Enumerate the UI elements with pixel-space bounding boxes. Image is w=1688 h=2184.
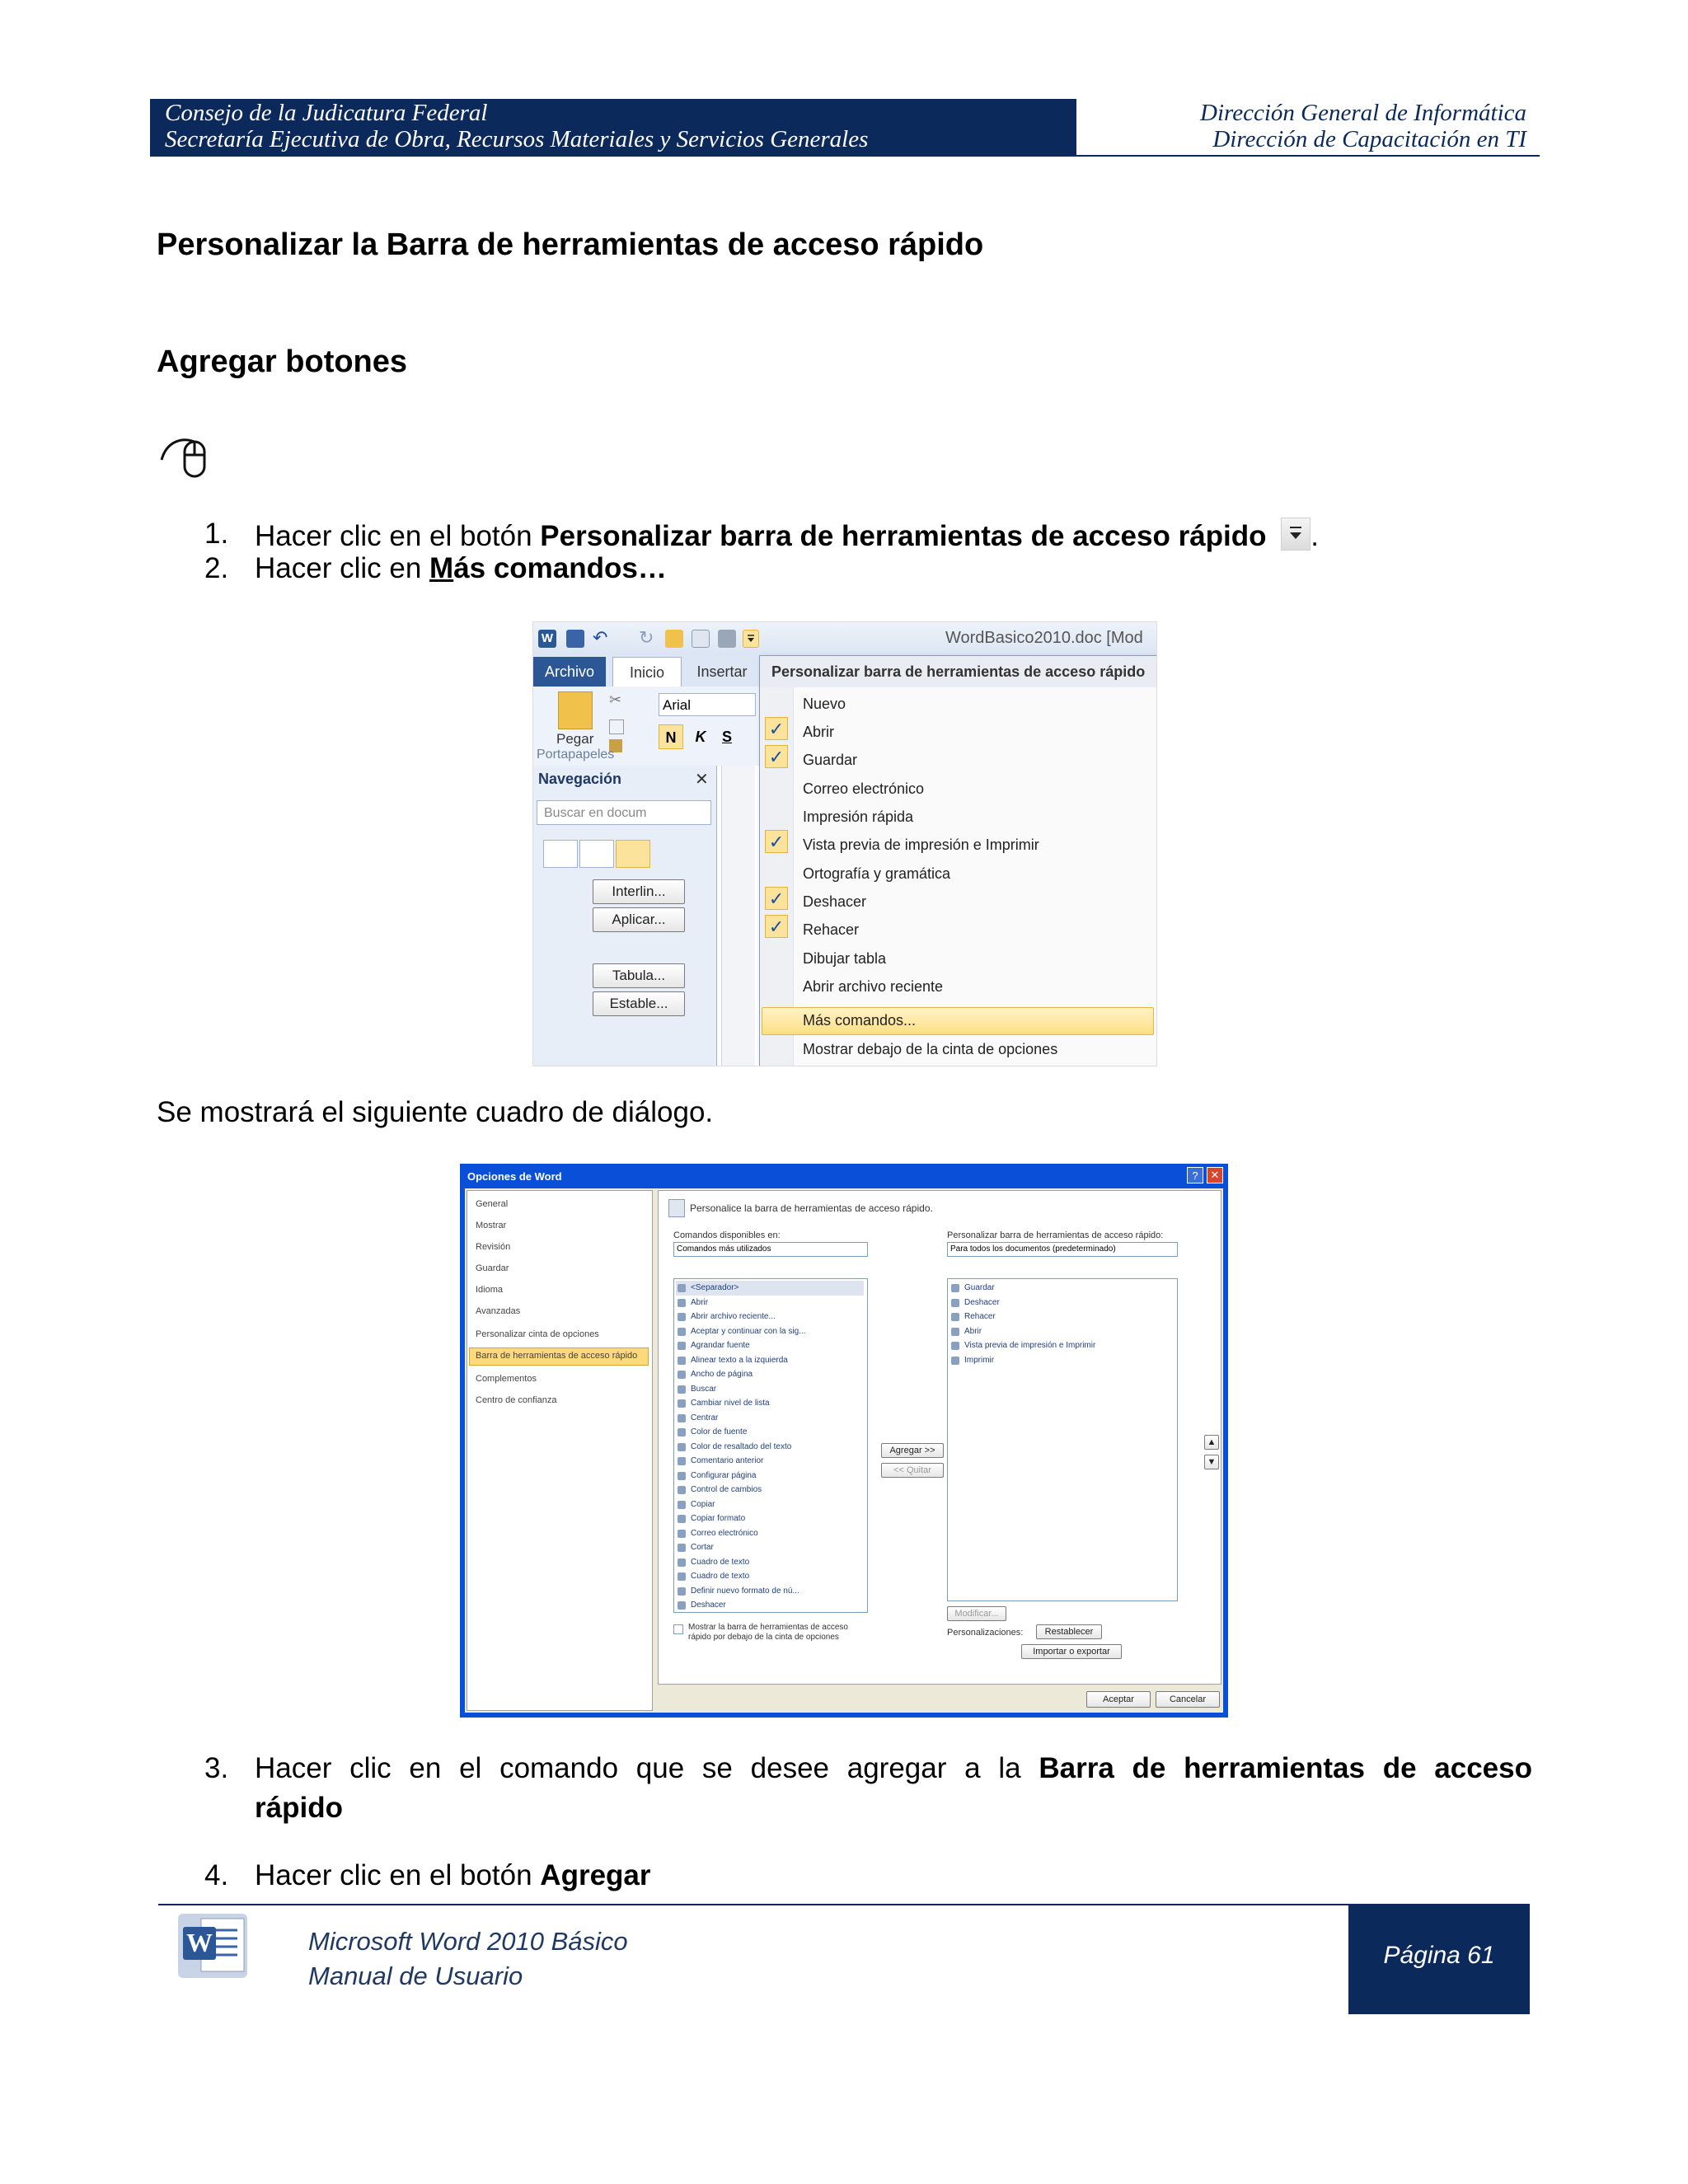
page-number: Página 61 xyxy=(1383,1942,1495,1969)
commands-label: Comandos disponibles en: xyxy=(673,1230,781,1240)
qat-settings-icon xyxy=(668,1199,685,1217)
copy-icon[interactable] xyxy=(609,719,624,734)
menu-item-rehacer[interactable]: Rehacer xyxy=(803,921,860,938)
dialog-caption: Se mostrará el siguiente cuadro de diálogo. xyxy=(157,1096,714,1128)
command-list-item[interactable] xyxy=(676,1296,708,1310)
step-4-number: 4. xyxy=(204,1859,229,1891)
command-icon xyxy=(678,1342,686,1350)
menu-item-dibujar-tabla[interactable]: Dibujar tabla xyxy=(803,950,887,967)
help-icon[interactable]: ? xyxy=(1187,1167,1203,1183)
command-icon xyxy=(951,1342,959,1350)
cancel-button[interactable]: Cancelar xyxy=(1156,1691,1220,1708)
sidebar-item-barra-acceso-rapido[interactable]: Barra de herramientas de acceso rápido xyxy=(476,1351,638,1361)
step-3-bold: Barra de herramientas de acceso xyxy=(1039,1752,1532,1784)
command-icon xyxy=(678,1515,686,1523)
word-app-icon: W xyxy=(538,630,556,648)
header-department: Dirección de Capacitación en TI xyxy=(1212,126,1526,152)
command-list-item[interactable] xyxy=(676,1324,806,1339)
underline-button[interactable]: S xyxy=(721,729,732,745)
check-icon: ✓ xyxy=(765,717,788,740)
menu-item-impresion-rapida[interactable]: Impresión rápida xyxy=(803,808,914,825)
command-list-item[interactable] xyxy=(676,1469,757,1483)
command-icon xyxy=(678,1371,686,1379)
command-icon xyxy=(678,1385,686,1394)
command-list-item[interactable] xyxy=(676,1310,776,1324)
footer-rule xyxy=(158,1904,1530,1905)
step-1-text xyxy=(255,518,1319,553)
command-list-label: Color de fuente xyxy=(691,1427,748,1436)
command-icon xyxy=(678,1414,686,1422)
style-button-aplicar[interactable]: Aplicar... xyxy=(593,907,685,932)
move-down-button[interactable]: ▼ xyxy=(1204,1455,1219,1469)
menu-item-vista-previa[interactable]: Vista previa de impresión e Imprimir xyxy=(803,837,1039,853)
tab-insertar[interactable]: Insertar xyxy=(696,663,748,680)
undo-icon[interactable]: ↶ xyxy=(593,627,608,648)
paste-icon[interactable] xyxy=(558,691,593,729)
command-list-label: Cambiar nivel de lista xyxy=(691,1399,770,1408)
step-2-number: 2. xyxy=(204,552,229,584)
current-command-label: Vista previa de impresión e Imprimir xyxy=(964,1341,1096,1350)
command-icon xyxy=(678,1299,686,1307)
menu-item-correo[interactable]: Correo electrónico xyxy=(803,780,925,797)
window-title: WordBasico2010.doc [Mod xyxy=(945,629,1143,647)
current-command-item[interactable] xyxy=(950,1338,1095,1353)
print-preview-icon[interactable] xyxy=(692,630,710,648)
add-button[interactable]: Agregar >> xyxy=(881,1443,944,1458)
nav-search-input[interactable]: Buscar en docum xyxy=(537,800,711,825)
command-list-label: Cuadro de texto xyxy=(691,1557,750,1567)
dialog-title: Opciones de Word xyxy=(467,1170,562,1183)
command-icon xyxy=(678,1587,686,1596)
save-icon[interactable] xyxy=(566,630,584,648)
command-list-item[interactable] xyxy=(676,1440,791,1455)
current-commands-list[interactable] xyxy=(947,1278,1178,1601)
header-direction: Dirección General de Informática xyxy=(1200,100,1526,126)
menu-item-guardar[interactable]: Guardar xyxy=(803,752,858,768)
command-list-label: Cuadro de texto xyxy=(691,1572,750,1581)
command-icon xyxy=(678,1601,686,1610)
header-rule xyxy=(150,155,1540,157)
command-icon xyxy=(678,1313,686,1321)
command-list-item[interactable] xyxy=(676,1555,749,1570)
command-icon xyxy=(951,1313,959,1321)
command-list-label: Control de cambios xyxy=(691,1485,762,1494)
menu-item-mostrar-debajo[interactable]: Mostrar debajo de la cinta de opciones xyxy=(803,1041,1058,1057)
pane-heading: Personalice la barra de herramientas de acceso rápido. xyxy=(690,1202,933,1214)
command-icon xyxy=(678,1328,686,1336)
step-3-text xyxy=(255,1752,1532,1785)
step-1-tail: . xyxy=(1311,520,1319,552)
nav-results-tab[interactable] xyxy=(616,840,650,868)
nav-headings-tab[interactable] xyxy=(543,840,578,868)
reset-button[interactable]: Restablecer xyxy=(1036,1624,1102,1639)
current-command-label: Abrir xyxy=(964,1326,982,1336)
sidebar-item-idioma[interactable]: Idioma xyxy=(476,1285,504,1295)
current-command-item[interactable] xyxy=(950,1281,995,1296)
command-list-item[interactable] xyxy=(676,1382,716,1397)
menu-item-abrir-reciente[interactable]: Abrir archivo reciente xyxy=(803,978,944,995)
redo-icon[interactable]: ↻ xyxy=(639,627,654,648)
command-list-item[interactable] xyxy=(676,1497,715,1512)
italic-button[interactable]: K xyxy=(695,729,706,745)
current-command-label: Rehacer xyxy=(964,1312,996,1321)
step-3-plain: Hacer clic en el comando que se desee agregar a la xyxy=(255,1752,1039,1784)
qat-dropdown-icon xyxy=(1281,518,1311,551)
command-icon xyxy=(678,1501,686,1509)
command-icon xyxy=(678,1486,686,1494)
sidebar-item-avanzadas[interactable]: Avanzadas xyxy=(476,1306,521,1316)
ok-button[interactable]: Aceptar xyxy=(1086,1691,1151,1708)
command-icon xyxy=(678,1530,686,1538)
menu-item-nuevo[interactable]: Nuevo xyxy=(803,696,846,712)
command-list-label: Abrir xyxy=(691,1297,709,1307)
step-4-text xyxy=(255,1859,651,1892)
commands-list[interactable] xyxy=(673,1278,868,1613)
command-list-item[interactable] xyxy=(676,1483,762,1497)
sidebar-item-general[interactable]: General xyxy=(476,1199,509,1209)
customize-qat-button[interactable] xyxy=(743,630,759,648)
style-button-tabula[interactable]: Tabula... xyxy=(593,963,685,988)
nav-pages-tab[interactable] xyxy=(579,840,614,868)
remove-button[interactable]: << Quitar xyxy=(881,1463,944,1478)
menu-title: Personalizar barra de herramientas de acceso rápido xyxy=(760,656,1157,687)
menu-item-ortografia[interactable]: Ortografía y gramática xyxy=(803,865,951,882)
command-list-item[interactable] xyxy=(676,1454,763,1469)
check-icon: ✓ xyxy=(765,830,788,853)
import-export-button[interactable]: Importar o exportar xyxy=(1021,1644,1122,1659)
nav-title: Navegación xyxy=(538,771,622,787)
menu-item-deshacer[interactable]: Deshacer xyxy=(803,893,867,910)
qat-menu-screenshot xyxy=(532,621,1157,1066)
step-3-number: 3. xyxy=(204,1752,229,1784)
step-2-bold: ás comandos… xyxy=(453,552,667,584)
command-list-label: Deshacer xyxy=(691,1601,726,1610)
command-icon xyxy=(951,1299,959,1307)
sidebar-item-complementos[interactable]: Complementos xyxy=(476,1374,537,1384)
menu-item-mas-comandos[interactable]: Más comandos... xyxy=(803,1012,917,1029)
command-list-item[interactable] xyxy=(676,1526,758,1541)
close-icon[interactable]: ✕ xyxy=(695,771,709,789)
command-list-label: Aceptar y continuar con la sig... xyxy=(691,1326,806,1336)
command-list-item[interactable] xyxy=(676,1511,745,1526)
command-list-item[interactable] xyxy=(676,1396,770,1411)
style-button-interlin[interactable]: Interlin... xyxy=(593,879,685,904)
page-title: Personalizar la Barra de herramientas de acceso rápido xyxy=(157,227,984,262)
vertical-ruler xyxy=(721,766,755,1066)
command-list-item[interactable] xyxy=(676,1425,747,1440)
command-icon xyxy=(678,1544,686,1552)
commands-select[interactable]: Comandos más utilizados xyxy=(673,1242,868,1257)
step-2-text xyxy=(255,552,667,585)
navigation-pane xyxy=(533,766,717,1066)
command-list-label: Ancho de página xyxy=(691,1370,753,1379)
footer-product: Microsoft Word 2010 Básico xyxy=(308,1927,628,1956)
style-button-estable[interactable]: Estable... xyxy=(593,991,685,1016)
quick-access-toolbar xyxy=(533,622,1156,655)
tab-archivo[interactable]: Archivo xyxy=(533,657,606,687)
command-list-label: Comentario anterior xyxy=(691,1456,764,1465)
command-list-label: Cortar xyxy=(691,1543,714,1552)
current-command-item[interactable] xyxy=(950,1324,982,1339)
command-list-label: Definir nuevo formato de nú... xyxy=(691,1586,799,1596)
current-command-label: Deshacer xyxy=(964,1297,1000,1307)
command-icon xyxy=(678,1357,686,1365)
command-icon xyxy=(951,1328,959,1336)
command-list-item[interactable] xyxy=(676,1584,799,1599)
print-icon[interactable] xyxy=(718,630,736,648)
cut-icon[interactable]: ✂ xyxy=(609,691,622,708)
step-1-bold: Personalizar barra de herramientas de acceso rápido xyxy=(540,520,1267,552)
command-icon xyxy=(951,1284,959,1292)
bold-button[interactable]: N xyxy=(659,724,683,749)
step-4-plain: Hacer clic en el botón xyxy=(255,1859,541,1891)
command-list-label: <Separador> xyxy=(691,1283,739,1292)
command-list-label: Correo electrónico xyxy=(691,1528,758,1538)
current-command-label: Guardar xyxy=(964,1283,995,1292)
command-icon xyxy=(678,1428,686,1436)
word-logo-icon xyxy=(176,1910,251,1981)
sidebar-item-personalizar-cinta[interactable]: Personalizar cinta de opciones xyxy=(476,1329,599,1339)
command-list-label: Buscar xyxy=(691,1384,717,1394)
sidebar-item-mostrar[interactable]: Mostrar xyxy=(476,1221,507,1230)
sidebar-item-guardar[interactable]: Guardar xyxy=(476,1263,509,1273)
options-sidebar xyxy=(467,1190,653,1711)
step-2-plain: Hacer clic en xyxy=(255,552,430,584)
show-below-label: Mostrar la barra de herramientas de acceso rápido por debajo de la cinta de opciones xyxy=(688,1623,848,1642)
open-icon[interactable] xyxy=(665,630,683,648)
sidebar-item-revision[interactable]: Revisión xyxy=(476,1242,511,1252)
mouse-icon xyxy=(157,430,216,490)
clipboard-group-label: Portapapeles xyxy=(537,748,615,762)
command-list-label: Abrir archivo reciente... xyxy=(691,1312,776,1321)
step-1-plain: Hacer clic en el botón xyxy=(255,520,541,552)
check-icon: ✓ xyxy=(765,915,788,938)
command-list-item[interactable] xyxy=(676,1411,718,1426)
command-list-label: Centrar xyxy=(691,1413,719,1422)
word-options-dialog xyxy=(460,1164,1228,1718)
step-3-continuation xyxy=(255,1792,343,1825)
command-list-label: Alinear texto a la izquierda xyxy=(691,1355,788,1365)
sidebar-item-centro-confianza[interactable]: Centro de confianza xyxy=(476,1395,557,1405)
command-list-label: Color de resaltado del texto xyxy=(691,1441,792,1451)
tab-inicio[interactable]: Inicio xyxy=(612,657,682,687)
dialog-body xyxy=(465,1188,1223,1713)
font-name-box[interactable]: Arial xyxy=(659,693,756,716)
command-icon xyxy=(951,1357,959,1365)
command-list-item[interactable] xyxy=(676,1353,788,1368)
move-up-button[interactable]: ▲ xyxy=(1204,1435,1219,1450)
command-icon xyxy=(678,1284,686,1292)
command-list-item[interactable] xyxy=(676,1338,750,1353)
command-list-item[interactable] xyxy=(676,1281,864,1296)
current-command-item[interactable] xyxy=(950,1353,994,1368)
close-icon[interactable]: ✕ xyxy=(1207,1167,1223,1183)
command-list-item[interactable] xyxy=(676,1598,726,1613)
customize-label: Personalizar barra de herramientas de acceso rápido: xyxy=(947,1230,1164,1240)
menu-item-abrir[interactable]: Abrir xyxy=(803,724,835,740)
command-list-item[interactable] xyxy=(676,1569,749,1584)
customize-qat-menu xyxy=(759,655,1157,1066)
step-4-bold: Agregar xyxy=(540,1859,651,1891)
command-list-item[interactable] xyxy=(676,1540,714,1555)
svg-text:W: W xyxy=(186,1928,213,1957)
command-icon xyxy=(678,1399,686,1408)
section-title: Agregar botones xyxy=(157,344,408,379)
modify-button[interactable]: Modificar... xyxy=(947,1606,1006,1621)
step-3-bold-continuation: rápido xyxy=(255,1792,343,1824)
show-below-checkbox[interactable] xyxy=(673,1624,683,1634)
step-2-underline: M xyxy=(429,552,454,584)
command-icon xyxy=(678,1457,686,1465)
command-list-label: Agrandar fuente xyxy=(691,1341,750,1350)
command-list-label: Configurar página xyxy=(691,1470,757,1480)
header-secretariat: Secretaría Ejecutiva de Obra, Recursos Materiales y Servicios Generales xyxy=(165,126,869,152)
command-icon xyxy=(678,1572,686,1581)
check-icon: ✓ xyxy=(765,887,788,910)
command-list-label: Copiar formato xyxy=(691,1514,746,1523)
command-icon xyxy=(678,1558,686,1567)
step-1-number: 1. xyxy=(204,518,229,550)
check-icon: ✓ xyxy=(765,745,788,768)
customize-select[interactable]: Para todos los documentos (predeterminado) xyxy=(947,1242,1178,1257)
current-command-item[interactable] xyxy=(950,1310,996,1324)
command-icon xyxy=(678,1472,686,1480)
command-list-label: Copiar xyxy=(691,1499,715,1509)
customizations-label: Personalizaciones: xyxy=(947,1628,1024,1638)
paste-label[interactable]: Pegar xyxy=(556,731,594,747)
command-list-item[interactable] xyxy=(676,1367,753,1382)
current-command-item[interactable] xyxy=(950,1296,1000,1310)
current-command-label: Imprimir xyxy=(964,1355,995,1365)
header-org: Consejo de la Judicatura Federal xyxy=(165,100,488,126)
command-icon xyxy=(678,1443,686,1451)
options-pane xyxy=(658,1190,1221,1685)
footer-manual: Manual de Usuario xyxy=(308,1961,523,1990)
